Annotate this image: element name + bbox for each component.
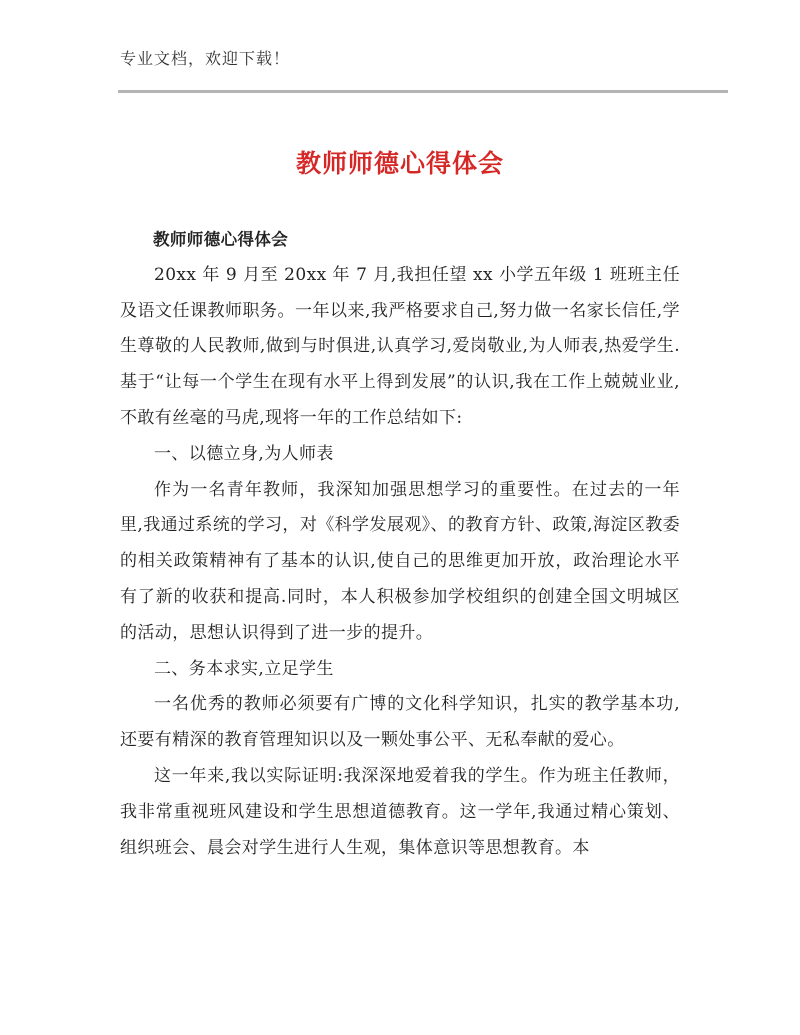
section-heading-2: 二、务本求实,立足学生	[154, 658, 334, 679]
paragraph-section-2b: 这一年来,我以实际证明:我深深地爱着我的学生。作为班主任教师，我非常重视班风建设和学生思想道德教育。这一学年,我通过精心策划、组织班会、晨会对学生进行人生观，集体意识等思想教育。本	[120, 765, 680, 858]
document-subtitle: 教师师德心得体会	[153, 230, 289, 249]
header-note: 专业文档，欢迎下载！	[120, 49, 291, 68]
document-title: 教师师德心得体会	[295, 149, 504, 178]
paragraph-section-2a: 一名优秀的教师必须要有广博的文化科学知识，扎实的教学基本功,还要有精深的教育管理知识以及一颗处事公平、无私奉献的爱心。	[120, 694, 680, 751]
header-divider	[118, 90, 728, 93]
document-body	[120, 222, 680, 866]
section-heading-1: 一、以德立身,为人师表	[154, 443, 334, 464]
paragraph-section-1: 作为一名青年教师，我深知加强思想学习的重要性。在过去的一年里,我通过系统的学习，对《科学发展观》、的教育方针、政策,海淀区教委的相关政策精神有了基本的认识,使自己的思维更加开放，政治理论水平有了新的收获和提高.同时，本人积极参加学校组织的创建全国文明城区的活动，思想认识得到了进一步的提升。	[120, 479, 680, 643]
paragraph-intro: 20xx 年 9 月至 20xx 年 7 月,我担任望 xx 小学五年级 1 班班主任及语文任课教师职务。一年以来,我严格要求自己,努力做一名家长信任,学生尊敬的人民教师,做到与时俱进,认真学习,爱岗敬业,为人师表,热爱学生.基于“让每一个学生在现有水平上得到发展”的认识,我在工作上兢兢业业,不敢有丝毫的马虎,现将一年的工作总结如下:	[120, 264, 680, 428]
